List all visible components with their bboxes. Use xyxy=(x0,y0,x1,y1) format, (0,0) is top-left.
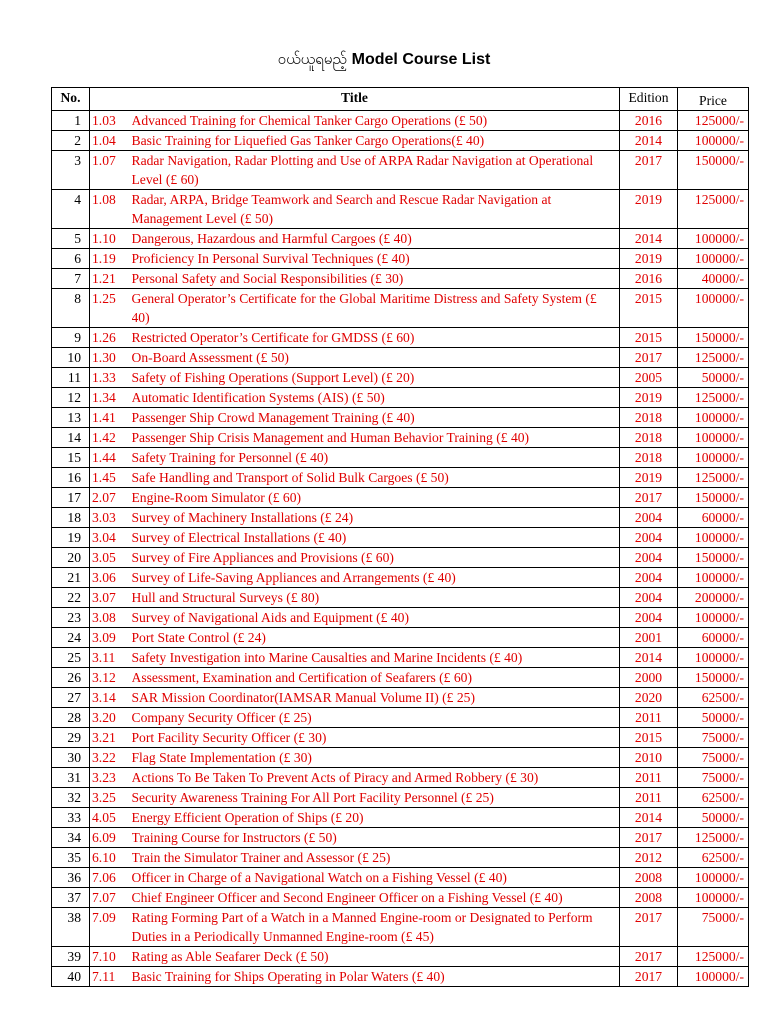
course-title: Personal Safety and Social Responsibilities (£ 30) xyxy=(132,269,620,289)
course-price: 75000/- xyxy=(678,768,749,788)
course-price: 125000/- xyxy=(678,348,749,368)
table-row xyxy=(52,528,749,548)
table-row xyxy=(52,388,749,408)
row-number: 38 xyxy=(52,908,90,947)
course-code: 4.05 xyxy=(90,808,132,828)
row-number: 6 xyxy=(52,249,90,269)
row-number: 14 xyxy=(52,428,90,448)
course-price: 100000/- xyxy=(678,568,749,588)
course-price: 125000/- xyxy=(678,947,749,967)
table-row xyxy=(52,908,749,947)
table-row xyxy=(52,728,749,748)
table-row xyxy=(52,131,749,151)
row-number: 30 xyxy=(52,748,90,768)
table-row xyxy=(52,608,749,628)
course-price: 100000/- xyxy=(678,229,749,249)
course-title: Actions To Be Taken To Prevent Acts of Piracy and Armed Robbery (£ 30) xyxy=(132,768,620,788)
table-row xyxy=(52,408,749,428)
row-number: 27 xyxy=(52,688,90,708)
course-title: Flag State Implementation (£ 30) xyxy=(132,748,620,768)
course-edition: 2000 xyxy=(620,668,678,688)
course-edition: 2019 xyxy=(620,249,678,269)
course-edition: 2010 xyxy=(620,748,678,768)
course-code: 3.06 xyxy=(90,568,132,588)
table-row xyxy=(52,868,749,888)
course-price: 125000/- xyxy=(678,828,749,848)
course-price: 62500/- xyxy=(678,788,749,808)
table-row xyxy=(52,368,749,388)
course-edition: 2018 xyxy=(620,448,678,468)
course-title: Safe Handling and Transport of Solid Bulk Cargoes (£ 50) xyxy=(132,468,620,488)
table-row xyxy=(52,111,749,131)
course-edition: 2017 xyxy=(620,348,678,368)
header-price: Price xyxy=(678,88,749,111)
course-code: 1.45 xyxy=(90,468,132,488)
course-title: Survey of Navigational Aids and Equipment (£ 40) xyxy=(132,608,620,628)
course-edition: 2019 xyxy=(620,388,678,408)
row-number: 9 xyxy=(52,328,90,348)
row-number: 13 xyxy=(52,408,90,428)
course-title: Hull and Structural Surveys (£ 80) xyxy=(132,588,620,608)
course-edition: 2004 xyxy=(620,548,678,568)
table-header-row xyxy=(52,88,749,111)
course-edition: 2011 xyxy=(620,708,678,728)
table-row xyxy=(52,688,749,708)
course-code: 7.09 xyxy=(90,908,132,947)
course-price: 100000/- xyxy=(678,428,749,448)
course-price: 62500/- xyxy=(678,688,749,708)
table-row xyxy=(52,808,749,828)
course-code: 1.30 xyxy=(90,348,132,368)
table-row xyxy=(52,748,749,768)
course-price: 150000/- xyxy=(678,151,749,190)
course-edition: 2015 xyxy=(620,289,678,328)
course-price: 150000/- xyxy=(678,488,749,508)
course-edition: 2004 xyxy=(620,608,678,628)
table-row xyxy=(52,468,749,488)
course-title: Safety of Fishing Operations (Support Level) (£ 20) xyxy=(132,368,620,388)
course-title: Assessment, Examination and Certification of Seafarers (£ 60) xyxy=(132,668,620,688)
course-price: 62500/- xyxy=(678,848,749,868)
row-number: 15 xyxy=(52,448,90,468)
course-title: Rating as Able Seafarer Deck (£ 50) xyxy=(132,947,620,967)
course-edition: 2005 xyxy=(620,368,678,388)
row-number: 4 xyxy=(52,190,90,229)
course-code: 3.12 xyxy=(90,668,132,688)
course-title: Survey of Machinery Installations (£ 24) xyxy=(132,508,620,528)
course-edition: 2012 xyxy=(620,848,678,868)
course-code: 1.08 xyxy=(90,190,132,229)
course-title: Basic Training for Liquefied Gas Tanker Cargo Operations(£ 40) xyxy=(132,131,620,151)
row-number: 37 xyxy=(52,888,90,908)
course-code: 3.04 xyxy=(90,528,132,548)
table-row xyxy=(52,568,749,588)
course-code: 3.21 xyxy=(90,728,132,748)
course-code: 7.11 xyxy=(90,967,132,987)
row-number: 40 xyxy=(52,967,90,987)
course-title: Automatic Identification Systems (AIS) (£ 50) xyxy=(132,388,620,408)
row-number: 10 xyxy=(52,348,90,368)
course-price: 200000/- xyxy=(678,588,749,608)
course-title: SAR Mission Coordinator(IAMSAR Manual Volume II) (£ 25) xyxy=(132,688,620,708)
row-number: 34 xyxy=(52,828,90,848)
course-edition: 2017 xyxy=(620,908,678,947)
table-row xyxy=(52,348,749,368)
course-code: 1.44 xyxy=(90,448,132,468)
course-edition: 2017 xyxy=(620,947,678,967)
table-row xyxy=(52,269,749,289)
course-edition: 2014 xyxy=(620,229,678,249)
course-code: 1.04 xyxy=(90,131,132,151)
table-row xyxy=(52,947,749,967)
course-title: Safety Training for Personnel (£ 40) xyxy=(132,448,620,468)
table-row xyxy=(52,448,749,468)
course-price: 100000/- xyxy=(678,448,749,468)
course-title: Energy Efficient Operation of Ships (£ 20) xyxy=(132,808,620,828)
course-title: Survey of Life-Saving Appliances and Arrangements (£ 40) xyxy=(132,568,620,588)
course-code: 1.25 xyxy=(90,289,132,328)
course-title: Basic Training for Ships Operating in Polar Waters (£ 40) xyxy=(132,967,620,987)
course-code: 3.23 xyxy=(90,768,132,788)
course-code: 1.33 xyxy=(90,368,132,388)
table-row xyxy=(52,428,749,448)
table-row xyxy=(52,668,749,688)
course-edition: 2011 xyxy=(620,788,678,808)
course-code: 3.14 xyxy=(90,688,132,708)
table-row xyxy=(52,648,749,668)
course-title: Passenger Ship Crowd Management Training (£ 40) xyxy=(132,408,620,428)
course-code: 1.07 xyxy=(90,151,132,190)
course-price: 125000/- xyxy=(678,468,749,488)
table-row xyxy=(52,190,749,229)
page-title-main: Model Course List xyxy=(351,51,491,68)
course-price: 125000/- xyxy=(678,388,749,408)
course-title: Survey of Fire Appliances and Provisions (£ 60) xyxy=(132,548,620,568)
row-number: 29 xyxy=(52,728,90,748)
course-edition: 2016 xyxy=(620,269,678,289)
course-edition: 2001 xyxy=(620,628,678,648)
course-code: 3.07 xyxy=(90,588,132,608)
course-code: 1.10 xyxy=(90,229,132,249)
course-title: Radar Navigation, Radar Plotting and Use of ARPA Radar Navigation at Operational Level (£ 60) xyxy=(132,151,620,190)
course-edition: 2017 xyxy=(620,151,678,190)
header-title: Title xyxy=(90,88,620,111)
course-code: 3.25 xyxy=(90,788,132,808)
course-price: 125000/- xyxy=(678,111,749,131)
course-title: Radar, ARPA, Bridge Teamwork and Search and Rescue Radar Navigation at Management Level (£ 50) xyxy=(132,190,620,229)
course-code: 7.10 xyxy=(90,947,132,967)
course-edition: 2017 xyxy=(620,488,678,508)
course-code: 7.06 xyxy=(90,868,132,888)
course-edition: 2016 xyxy=(620,111,678,131)
course-edition: 2004 xyxy=(620,588,678,608)
row-number: 16 xyxy=(52,468,90,488)
course-edition: 2004 xyxy=(620,528,678,548)
course-edition: 2015 xyxy=(620,328,678,348)
row-number: 31 xyxy=(52,768,90,788)
course-price: 100000/- xyxy=(678,648,749,668)
course-title: Company Security Officer (£ 25) xyxy=(132,708,620,728)
course-code: 6.09 xyxy=(90,828,132,848)
course-edition: 2019 xyxy=(620,468,678,488)
course-edition: 2015 xyxy=(620,728,678,748)
table-row xyxy=(52,588,749,608)
course-edition: 2020 xyxy=(620,688,678,708)
course-edition: 2011 xyxy=(620,768,678,788)
course-price: 75000/- xyxy=(678,908,749,947)
course-edition: 2017 xyxy=(620,828,678,848)
row-number: 2 xyxy=(52,131,90,151)
course-code: 3.11 xyxy=(90,648,132,668)
course-edition: 2008 xyxy=(620,868,678,888)
row-number: 28 xyxy=(52,708,90,728)
table-row xyxy=(52,967,749,987)
course-code: 1.26 xyxy=(90,328,132,348)
table-row xyxy=(52,828,749,848)
row-number: 26 xyxy=(52,668,90,688)
row-number: 22 xyxy=(52,588,90,608)
table-row xyxy=(52,328,749,348)
course-price: 100000/- xyxy=(678,289,749,328)
row-number: 11 xyxy=(52,368,90,388)
course-edition: 2014 xyxy=(620,648,678,668)
course-title: Training Course for Instructors (£ 50) xyxy=(132,828,620,848)
course-edition: 2014 xyxy=(620,808,678,828)
course-price: 100000/- xyxy=(678,131,749,151)
header-no: No. xyxy=(52,88,90,111)
table-row xyxy=(52,628,749,648)
course-price: 150000/- xyxy=(678,668,749,688)
course-title: Port State Control (£ 24) xyxy=(132,628,620,648)
course-title: Port Facility Security Officer (£ 30) xyxy=(132,728,620,748)
row-number: 20 xyxy=(52,548,90,568)
course-code: 1.19 xyxy=(90,249,132,269)
table-row xyxy=(52,249,749,269)
row-number: 24 xyxy=(52,628,90,648)
course-price: 100000/- xyxy=(678,967,749,987)
header-edition: Edition xyxy=(620,88,678,111)
course-code: 1.03 xyxy=(90,111,132,131)
course-code: 6.10 xyxy=(90,848,132,868)
course-code: 3.20 xyxy=(90,708,132,728)
course-edition: 2014 xyxy=(620,131,678,151)
table-row xyxy=(52,708,749,728)
course-price: 40000/- xyxy=(678,269,749,289)
row-number: 39 xyxy=(52,947,90,967)
course-price: 100000/- xyxy=(678,608,749,628)
course-edition: 2004 xyxy=(620,508,678,528)
row-number: 25 xyxy=(52,648,90,668)
course-edition: 2017 xyxy=(620,967,678,987)
course-title: Advanced Training for Chemical Tanker Cargo Operations (£ 50) xyxy=(132,111,620,131)
table-row xyxy=(52,488,749,508)
row-number: 35 xyxy=(52,848,90,868)
row-number: 18 xyxy=(52,508,90,528)
course-title: Safety Investigation into Marine Causalties and Marine Incidents (£ 40) xyxy=(132,648,620,668)
row-number: 3 xyxy=(52,151,90,190)
row-number: 5 xyxy=(52,229,90,249)
row-number: 33 xyxy=(52,808,90,828)
course-code: 1.41 xyxy=(90,408,132,428)
course-title: General Operator’s Certificate for the Global Maritime Distress and Safety System (£ 40) xyxy=(132,289,620,328)
table-row xyxy=(52,229,749,249)
course-title: Passenger Ship Crisis Management and Human Behavior Training (£ 40) xyxy=(132,428,620,448)
course-price: 50000/- xyxy=(678,708,749,728)
course-price: 100000/- xyxy=(678,408,749,428)
course-title: Rating Forming Part of a Watch in a Manned Engine-room or Designated to Perform Duties in a Periodically Unmanned Engine-room (£ 45) xyxy=(132,908,620,947)
row-number: 17 xyxy=(52,488,90,508)
course-code: 3.22 xyxy=(90,748,132,768)
row-number: 12 xyxy=(52,388,90,408)
course-price: 100000/- xyxy=(678,888,749,908)
course-price: 100000/- xyxy=(678,868,749,888)
course-code: 1.34 xyxy=(90,388,132,408)
course-title: Engine-Room Simulator (£ 60) xyxy=(132,488,620,508)
course-price: 60000/- xyxy=(678,508,749,528)
course-price: 75000/- xyxy=(678,728,749,748)
course-title: On-Board Assessment (£ 50) xyxy=(132,348,620,368)
table-row xyxy=(52,548,749,568)
course-price: 50000/- xyxy=(678,368,749,388)
course-title: Train the Simulator Trainer and Assessor (£ 25) xyxy=(132,848,620,868)
table-row xyxy=(52,788,749,808)
course-code: 3.03 xyxy=(90,508,132,528)
course-price: 125000/- xyxy=(678,190,749,229)
course-edition: 2008 xyxy=(620,888,678,908)
course-price: 75000/- xyxy=(678,748,749,768)
course-title: Proficiency In Personal Survival Techniques (£ 40) xyxy=(132,249,620,269)
page-title-prefix: ဝယ်ယူရမည့် xyxy=(277,50,347,68)
course-title: Security Awareness Training For All Port Facility Personnel (£ 25) xyxy=(132,788,620,808)
table-row xyxy=(52,888,749,908)
row-number: 32 xyxy=(52,788,90,808)
table-row xyxy=(52,848,749,868)
course-table xyxy=(51,87,749,987)
course-price: 150000/- xyxy=(678,548,749,568)
row-number: 36 xyxy=(52,868,90,888)
course-edition: 2018 xyxy=(620,408,678,428)
course-code: 3.05 xyxy=(90,548,132,568)
course-code: 3.08 xyxy=(90,608,132,628)
row-number: 8 xyxy=(52,289,90,328)
course-code: 2.07 xyxy=(90,488,132,508)
course-edition: 2018 xyxy=(620,428,678,448)
course-code: 7.07 xyxy=(90,888,132,908)
course-code: 3.09 xyxy=(90,628,132,648)
table-row xyxy=(52,508,749,528)
row-number: 1 xyxy=(52,111,90,131)
course-price: 100000/- xyxy=(678,528,749,548)
course-price: 60000/- xyxy=(678,628,749,648)
course-title: Officer in Charge of a Navigational Watch on a Fishing Vessel (£ 40) xyxy=(132,868,620,888)
course-code: 1.42 xyxy=(90,428,132,448)
course-title: Survey of Electrical Installations (£ 40) xyxy=(132,528,620,548)
table-row xyxy=(52,151,749,190)
course-title: Restricted Operator’s Certificate for GMDSS (£ 60) xyxy=(132,328,620,348)
course-price: 150000/- xyxy=(678,328,749,348)
course-title: Dangerous, Hazardous and Harmful Cargoes (£ 40) xyxy=(132,229,620,249)
table-row xyxy=(52,768,749,788)
course-title: Chief Engineer Officer and Second Engineer Officer on a Fishing Vessel (£ 40) xyxy=(132,888,620,908)
course-code: 1.21 xyxy=(90,269,132,289)
course-edition: 2004 xyxy=(620,568,678,588)
course-price: 50000/- xyxy=(678,808,749,828)
page-title xyxy=(0,50,768,72)
table-row xyxy=(52,289,749,328)
course-price: 100000/- xyxy=(678,249,749,269)
row-number: 23 xyxy=(52,608,90,628)
row-number: 7 xyxy=(52,269,90,289)
row-number: 19 xyxy=(52,528,90,548)
row-number: 21 xyxy=(52,568,90,588)
course-edition: 2019 xyxy=(620,190,678,229)
